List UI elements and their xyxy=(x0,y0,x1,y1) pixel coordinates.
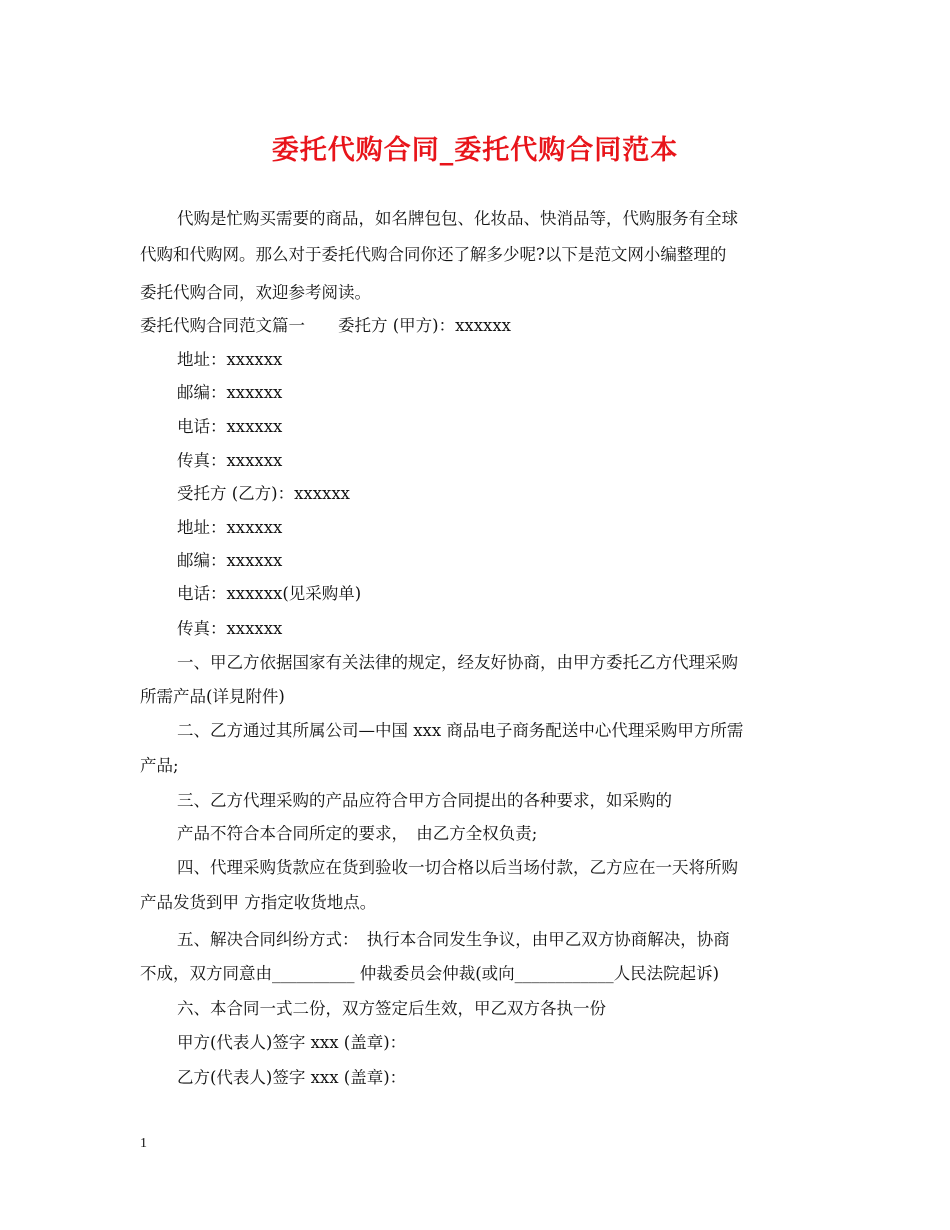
party-a-postcode: 邮编：xxxxxx xyxy=(177,383,283,402)
clause-4-line-1: 四、代理采购货款应在货到验收一切合格以后当场付款，乙方应在一天将所购 xyxy=(177,858,738,877)
party-b-address: 地址：xxxxxx xyxy=(177,518,283,537)
party-b-phone: 电话：xxxxxx(见采购单) xyxy=(177,584,362,603)
party-a-phone: 电话：xxxxxx xyxy=(177,417,283,436)
party-a-signature: 甲方(代表人)签字 xxx (盖章)： xyxy=(177,1033,407,1052)
page-number: 1 xyxy=(140,1136,147,1151)
clause-3-line-2: 产品不符合本合同所定的要求， 由乙方全权负责; xyxy=(177,824,538,843)
clause-5-line-1: 五、解决合同纠纷方式： 执行本合同发生争议，由甲乙双方协商解决，协商 xyxy=(177,930,730,949)
clause-5-line-2: 不成，双方同意由__________ 仲裁委员会仲裁(或向____________人民法院起诉) xyxy=(140,964,720,983)
party-a-address: 地址：xxxxxx xyxy=(177,350,283,369)
party-b-signature: 乙方(代表人)签字 xxx (盖章)： xyxy=(177,1068,407,1087)
party-b-postcode: 邮编：xxxxxx xyxy=(177,551,283,570)
clause-1-line-2: 所需产品(详見附件) xyxy=(140,687,285,706)
clause-2-line-1: 二、乙方通过其所属公司—中国 xxx 商品电子商务配送中心代理采购甲方所需 xyxy=(177,721,744,740)
clause-2-line-2: 产品; xyxy=(140,756,179,775)
contract-heading-line: 委托代购合同范文篇一 委托方 (甲方)：xxxxxx xyxy=(140,316,511,335)
party-a-fax: 传真：xxxxxx xyxy=(177,451,283,470)
document-title: 委托代购合同_委托代购合同范本 xyxy=(271,135,679,166)
clause-1-line-1: 一、甲乙方依据国家有关法律的规定，经友好协商，由甲方委托乙方代理采购 xyxy=(177,653,738,672)
party-b-heading: 受托方 (乙方)：xxxxxx xyxy=(177,484,350,503)
intro-line-1: 代购是忙购买需要的商品，如名牌包包、化妆品、快消品等，代购服务有全球 xyxy=(177,209,738,228)
party-b-fax: 传真：xxxxxx xyxy=(177,619,283,638)
clause-6: 六、本合同一式二份，双方签定后生效，甲乙双方各执一份 xyxy=(177,999,606,1018)
intro-line-3: 委托代购合同，欢迎参考阅读。 xyxy=(140,283,371,302)
intro-line-2: 代购和代购网。那么对于委托代购合同你还了解多少呢?以下是范文网小编整理的 xyxy=(140,245,727,264)
clause-3-line-1: 三、乙方代理采购的产品应符合甲方合同提出的各种要求，如采购的 xyxy=(177,791,672,810)
clause-4-line-2: 产品发货到甲 方指定收货地点。 xyxy=(140,893,377,912)
